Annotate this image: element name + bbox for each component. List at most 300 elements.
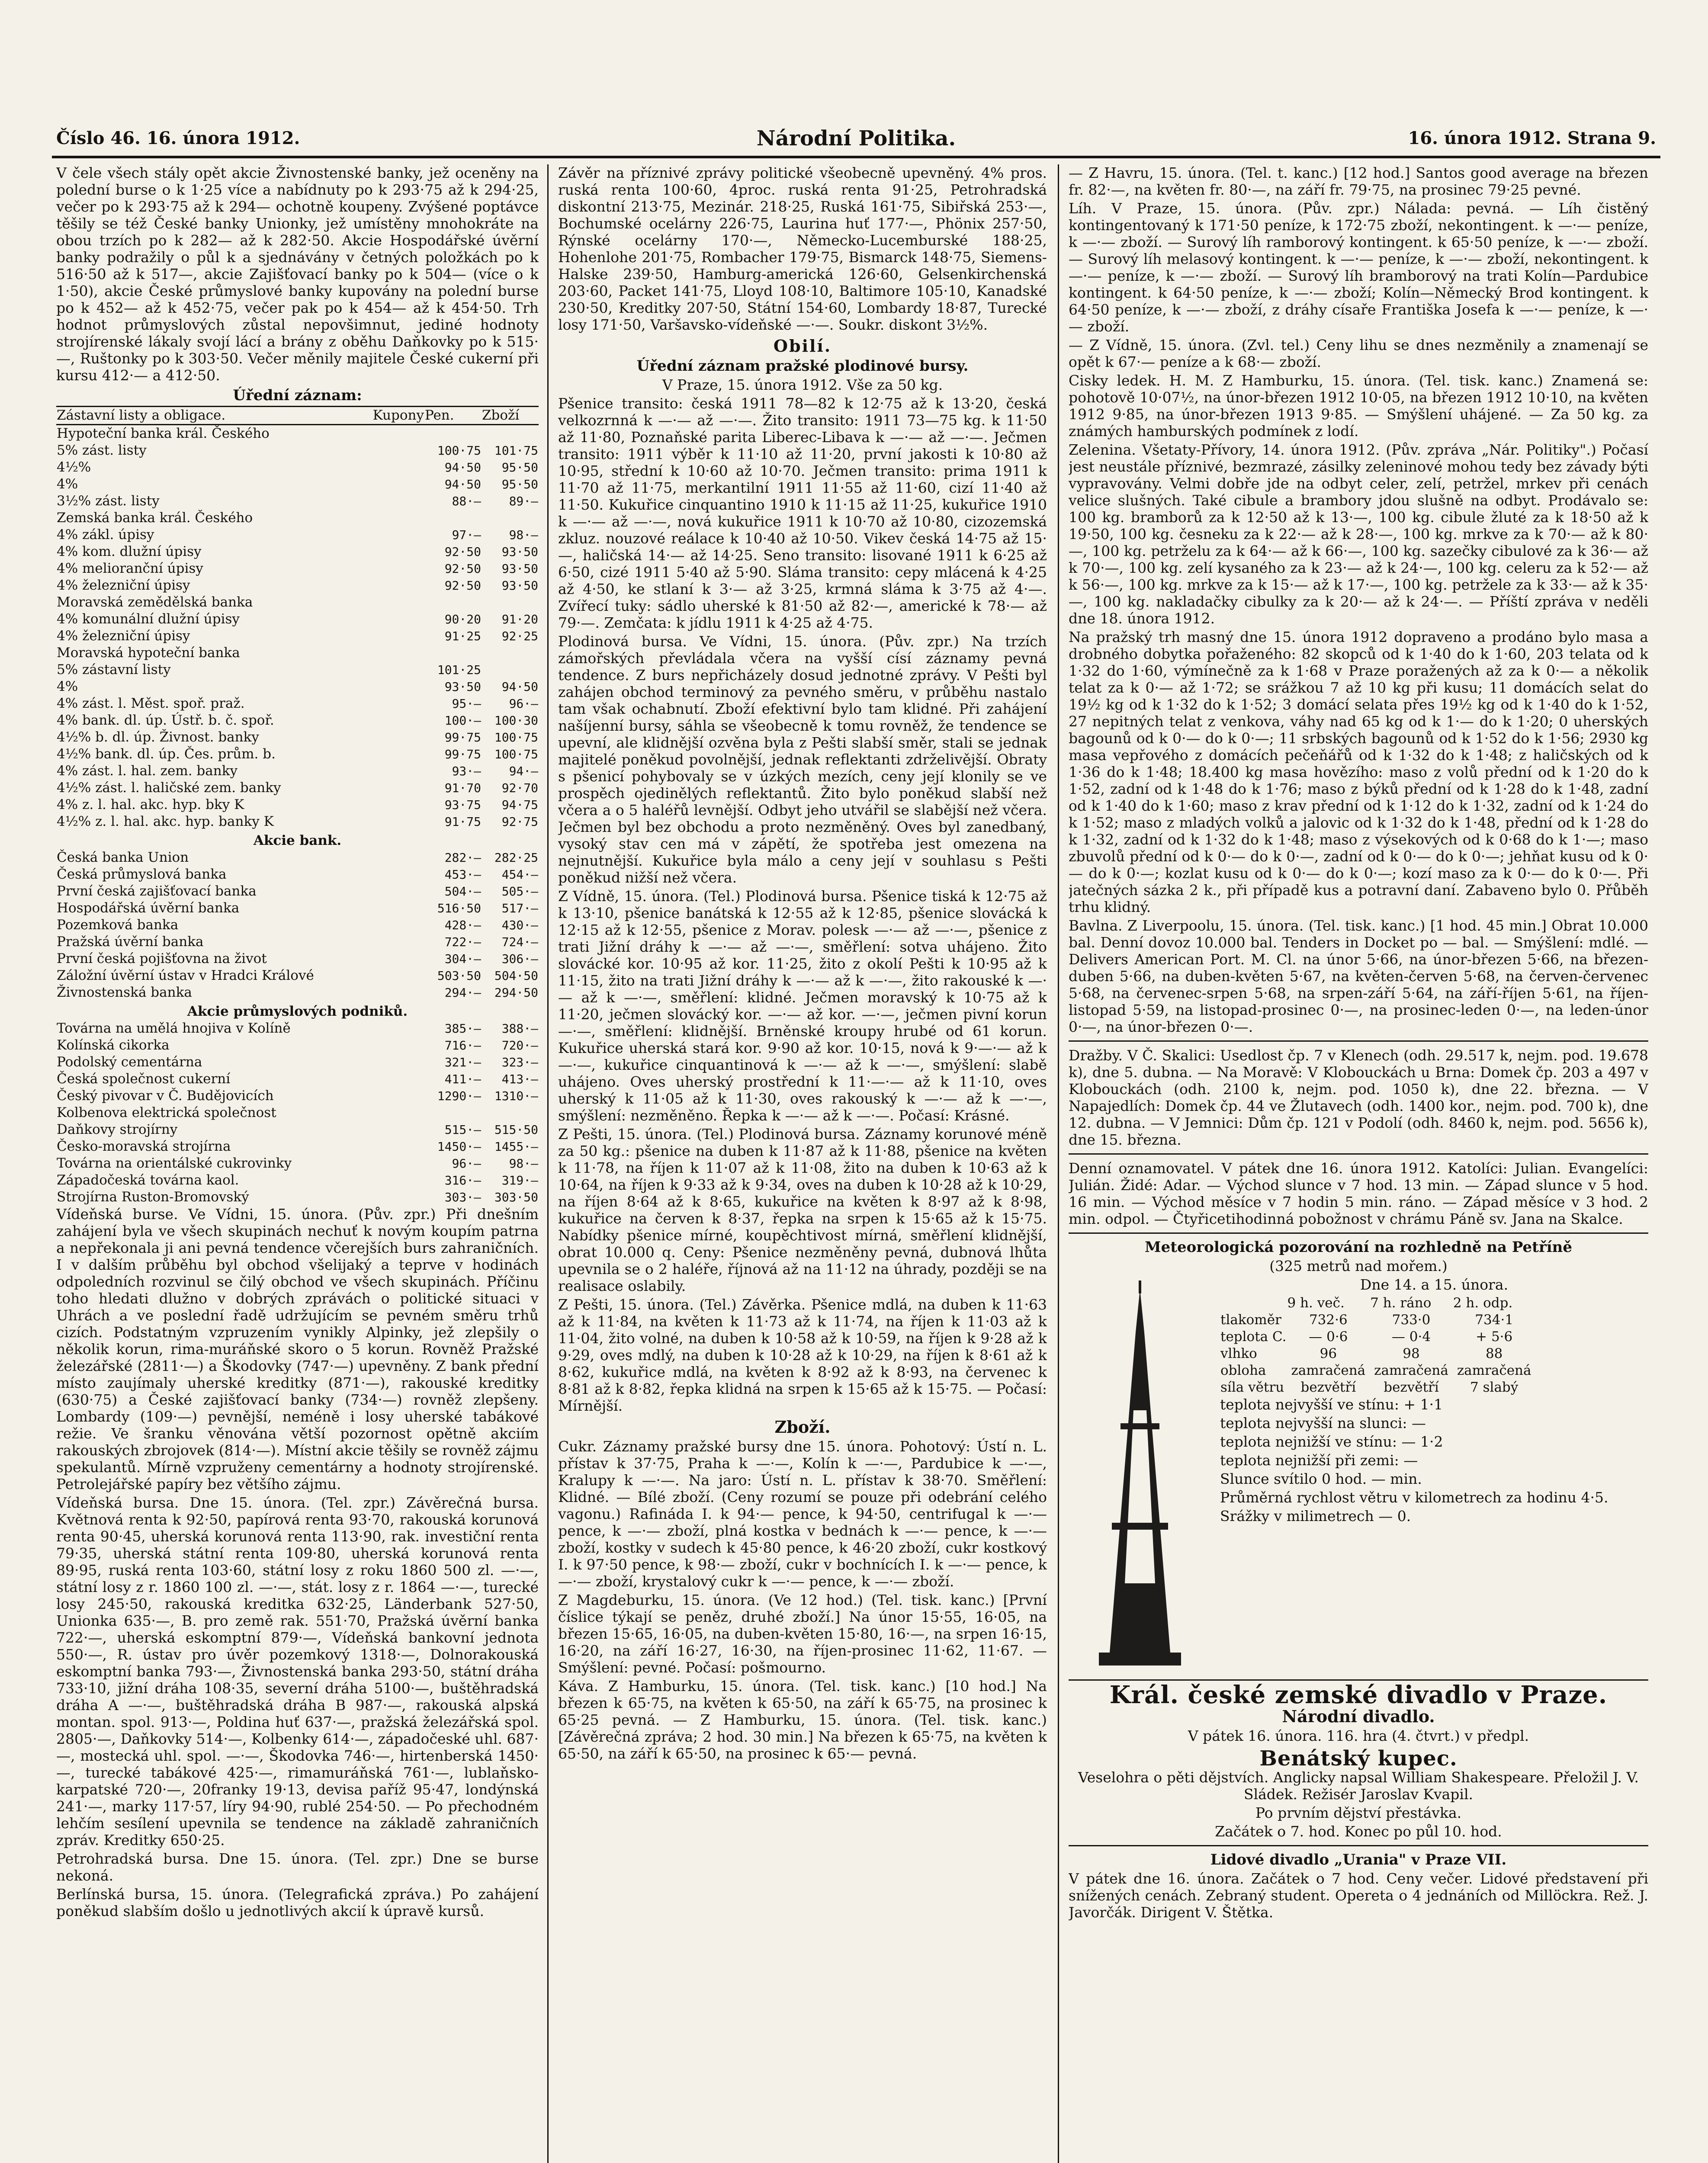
coupon-cell [372,1121,424,1138]
table-row [56,526,539,543]
security-name: 3½% zást. listy [57,493,160,509]
section-heading: Obilí. [773,336,832,356]
meteo-value: zamračená [1374,1363,1448,1378]
table-row [56,1155,539,1172]
article-text: Z Magdeburku, 15. února. (Ve 12 hod.) (Tel. tisk. kanc.) [První číslice týkají se peněz, druhé zboží.] Na únor 15·55, 16·05, na březen 15·65, 16·05, na duben-květen 15·80, 16·—, na srpen 16·15, 16·20, na září 16·27, 16·30, na říjen-prosinec 11·62, 11·67. — Smýšlení: pevné. Počasí: pošmourno. [558,1592,1047,1676]
article-text: — Z Havru, 15. února. (Tel. t. kanc.) [12 hod.] Santos good average na březen fr. 82·—, na květen fr. 80·—, na září fr. 79·75, na prosinec 79·25 pevné. [1069,164,1648,198]
security-name: Pozemková banka [57,917,179,933]
bid-price: 282·— [444,850,481,865]
security-name: Moravská hypoteční banka [57,645,240,661]
security-name: 4% zást. l. Měst. spoř. praž. [57,696,245,711]
header-rule [52,156,1660,158]
table-header: Kupony [372,407,424,425]
meteo-value: zamračená [1457,1363,1531,1378]
ask-price: 515·50 [494,1123,538,1137]
article-text: Petrohradská bursa. Dne 15. února. (Tel. zpr.) Dne se burse nekoná. [56,1850,539,1884]
bid-price: 411·— [444,1072,481,1086]
security-name: 4½% z. l. hal. akc. hyp. banky K [57,814,274,829]
ask-price: 98·— [509,528,538,542]
ask-price: 100·75 [494,730,538,745]
bid-price: 304·— [444,952,481,966]
ask-price: 430·— [501,918,538,932]
security-name: Hospodářská úvěrní banka [57,900,240,916]
table-row [56,594,539,611]
table-header: Zástavní listy a obligace. [56,407,372,425]
table-row [56,917,539,934]
bid-price: 453·— [444,867,481,882]
article-text: Plodinová bursa. Ve Vídni, 15. února. (Pův. zpr.) Na trzích zámořských převládala včera na vyšší císí záznamy pevná tendence. Z burs nepřicházely dosud jednotné zprávy. V Pešti byl zahájen obchod terminový za pevného směru, v průběhu nastalo tam však ochabnutí. Zboží efektivní bylo tam klidné. Při zahájení našíjenní bursy, sáhla se všeobecně k tomu rovněž, že tendence se upevní, ale klidnější ozvěna byla z Pešti slabší směr, stali se jednak majitelé poněkud povolnější, jednak reflektanti zdrželivější. Obraty s pšenicí pohybovaly se v úzkých mezích, ceny její klonily se ve prospěch ojedinělých reflektantů. Žito bylo poněkud slabší než včera a o 5 haléřů levnější. Odbyt jeho utvářil se slabější než včera. Ječmen byl bez obchodu a proto nezměněný. Oves byl zanedbaný, vysoký stav cen má v zápětí, že spotřeba jest omezena na nejnutnější. Kukuřice byla málo a ceny její v souhlasu s Pešti poněkud nižší než včera. [558,633,1047,886]
coupon-cell [372,425,424,443]
ask-price: 91·20 [501,612,538,626]
ask-price: 92·70 [501,781,538,795]
meteo-extra-line: teplota nejvyšší ve stínu: + 1·1 [1220,1396,1443,1413]
ask-price [482,661,539,678]
ask-price [482,594,539,611]
coupon-cell [372,510,424,526]
table-row [56,849,539,866]
table-row [56,1054,539,1071]
meteo-value: 98 [1403,1346,1420,1361]
bid-price: 90·20 [444,612,481,626]
security-name: Kolínská cikorka [57,1037,170,1053]
bid-price: 294·— [444,985,481,1000]
coupon-cell [372,493,424,510]
table-row [56,1189,539,1206]
coupon-cell [372,476,424,493]
meteo-row [1220,1312,1536,1329]
table-row [56,425,539,443]
meteo-extra-line: teplota nejnižší ve stínu: — 1·2 [1220,1433,1443,1450]
meteo-table [1220,1295,1536,1396]
meteo-extra-line: Průměrná rychlost větru v kilometrech za hodinu 4·5. [1220,1489,1608,1506]
bid-price: 93·75 [444,798,481,812]
table-row [56,780,539,796]
meteo-value: 96 [1320,1346,1337,1361]
ask-price: 98·— [509,1156,538,1171]
ask-price: 89·— [509,494,538,508]
meteo-value: 7 slabý [1470,1380,1519,1395]
meteo-col: 7 h. ráno [1370,1295,1432,1311]
security-name: 4% [57,476,78,492]
ask-price: 323·— [501,1055,538,1069]
security-name: Podolský cementárna [57,1054,202,1070]
coupon-cell [372,967,424,984]
theater-title: Král. české zemské divadlo v Praze. [1109,1681,1608,1709]
article-text: Na pražský trh masný dne 15. února 1912 dopraveno a prodáno bylo masa a drobného dobytka pořaženého: 82 skopců od k 1·40 do k 1·60, 203 telata od k 1·32 do 1·60, výmínečně za k 1·68 v Praze poražených až za k 0·— a několik telat za k 0·— až 1·72; se srážkou 7 až 10 kg při kusu; 11 domácích selat do 19½ kg od k 1·32 do k 1·52; 3 domácí selata přes 19½ kg od k 1·40 do k 1·52, 27 nepitných telat z venkova, váhy nad 65 kg od k 1·— do k 1·20; 0 uherských bagounů od k 0·— do k 0·—; 11 srbských bagounů od k 1·52 do k 1·56; 2930 kg masa vepřového z domácích pečeňářů od k 1·32 do k 1·48; z haličských od k 1·36 do k 1·48; 18.400 kg masa hovězího: maso z volů přední od k 1·20 do k 1·52, zadní od k 1·48 do k 1·76; maso z býků přední od k 1·28 do k 1·48, zadní od k 1·40 do k 1·60; maso z krav přední od k 1·12 do k 1·32, zadní od k 1·24 do k 1·52; maso z mladých volků a jalovic od k 1·32 do k 1·48, přední od k 1·28 do k 1·32, zadní od k 1·32 do k 1·48; maso z výsekových od k 0·68 do k 1·—; maso zbuvolů přední od k 0·— do k 0·—, zadní od k 0·— do k 0·—; jehňat kusu od k 0·— do k 0·—; kozlat kusu od k 0·— do k 0·—; kozí maso za k 0·— do k 0·—. Při jatečných sázka 2 k., při případě kus a potravní daní. Zabaveno bylo 0. Přůběh trhu klidný. [1069,629,1648,915]
security-name: Česká společnost cukerní [57,1071,231,1087]
table-row [56,1020,539,1037]
ask-price [482,510,539,526]
bid-price: 385·— [444,1021,481,1036]
article-text: V čele všech stály opět akcie Živnostenské banky, jež oceněny na polední burse o k 1·25 více a nabídnuty po k 293·75 až k 294·25, večer po k 293·75 až k 294— ochotně koupeny. Zvýšené poptávce těšily se též České banky Unionky, jež umístěny mnohokráte na obou trzích po k 282— až k 282·50. Akcie Hospodářské úvěrní banky podražily o půl k a sjednávány v četných položkách po k 516·50 až k 517—, akcie Zajišťovací banky po k 504— (více o k 1·50), akcie České průmyslové banky kupovány na polední burse po k 452— až k 452·75, večer pak po k 454— až k 454·50. Trh hodnot průmyslových zůstal nepovšimnut, jediné hodnoty strojírenské lákaly svojí lácí a brány z oběhu Daňkovky po k 515·—, Ruštonky po k 303·50. Večer měnily majitele České cukerní při kursu 412·— a 412·50. [56,164,539,384]
coupon-cell [372,796,424,813]
bid-price: 99·75 [444,730,481,745]
security-name: 4½% zást. l. haličské zem. banky [57,780,281,796]
security-name: Daňkovy strojírny [57,1122,178,1137]
table-header: Pen. [424,407,482,425]
coupon-cell [372,883,424,900]
table-row [56,1121,539,1138]
ask-price: 93·50 [501,578,538,593]
table-row [56,900,539,917]
table-row [56,883,539,900]
ask-price: 94·50 [501,680,538,694]
section-heading: Akcie průmyslových podniků. [187,1004,408,1019]
article-text: Zelenina. Všetaty-Přívory, 14. února 1912. (Pův. zpráva „Nár. Politiky".) Počasí jest neustále příznivé, bezmrazé, zásilky zeleninové mohou tedy bez závady býti vypravovány. Velmi dobře jde na odbyt celer, zelí, petržel, mrkev při cenách velice slušných. Také cibule a brambory jdou slušně na odbyt. Prodávalo se: 100 kg. bramborů za k 12·50 až k 13·—, 100 kg. cibule žluté za k 18·50 až k 19·50, 100 kg. česneku za k 22·— až k 28·—, 100 kg. mrkve za k 70·— až k 80·—, 100 kg. petrželu za k 64·— až k 66·—, 100 kg. sazečky cibulové za k 36·— až k 70·—, 100 kg. zelí kysaného za k 23·— až k 24·—, 100 kg. celeru za k 52·— až k 56·—, 100 kg. mrkve za k 15·— až k 17·—, 100 kg. petržele za k 33·— až k 35·—, 100 kg. nakladačky cibulky za k 20·— až k 24·—. — Příští zpráva v neděli dne 18. února 1912. [1069,441,1648,627]
table-row [56,442,539,459]
coupon-cell [372,1138,424,1155]
security-name: 4% zákl. úpisy [57,527,154,542]
bid-price: 91·75 [444,815,481,829]
table-row [56,1071,539,1088]
bid-price [424,425,482,443]
table-row [56,1088,539,1104]
table-row [56,678,539,695]
meteo-value: bezvětří [1384,1380,1439,1395]
security-name: Živnostenská banka [57,985,192,1000]
meteo-row [1220,1362,1536,1379]
bid-price: 428·— [444,918,481,932]
coupon-cell [372,543,424,560]
meteo-row [1220,1379,1536,1396]
meteo-extra-line: Srážky v milimetrech — 0. [1220,1508,1411,1524]
security-name: První česká pojišťovna na život [57,951,267,966]
coupon-cell [372,661,424,678]
play-title: Benátský kupec. [1259,1746,1458,1771]
coupon-cell [372,560,424,577]
coupon-cell [372,712,424,729]
meteo-extra-line: Slunce svítilo 0 hod. — min. [1220,1470,1422,1487]
coupon-cell [372,1054,424,1071]
meteo-value: bezvětří [1300,1380,1356,1395]
table-row [56,763,539,780]
bid-price: 88·— [452,494,481,508]
coupon-cell [372,459,424,476]
coupon-cell [372,594,424,611]
coupon-cell [372,917,424,934]
meteo-col: 9 h. več. [1287,1295,1345,1311]
petrin-tower-illustration [1069,1280,1211,1670]
table-header: Zboží [482,407,539,425]
security-name: Česká banka Union [57,850,189,865]
table-row [56,1037,539,1054]
meteo-label: síla větru [1220,1380,1284,1395]
security-name: 4% bank. dl. úp. Ústř. b. č. spoř. [57,712,274,728]
security-name: První česká zajišťovací banka [57,883,257,899]
article-text: Denní oznamovatel. V pátek dne 16. února 1912. Katolíci: Julian. Evangelíci: Julián. Židé: Adar. — Východ slunce v 7 hod. 13 min. — Západ slunce v 5 hod. 16 min. — Východ měsíce v 7 hodin 5 min. ráno. — Západ měsíce v 3 hod. 2 min. odpol. — Čtyřicetihodinná pobožnost v chrámu Páně sv. Jana na Skalce. [1069,1160,1648,1227]
section-heading: Úřední záznam pražské plodinové bursy. [636,357,969,375]
divider [1069,1040,1648,1042]
theater-subtitle: Národní divadlo. [1282,1707,1435,1726]
coupon-cell [372,1088,424,1104]
meteo-label: vlhko [1220,1346,1257,1361]
table-row [56,695,539,712]
bid-price: 515·— [444,1123,481,1137]
bid-price: 92·50 [444,545,481,559]
table-row [56,510,539,526]
meteo-extra-line: teplota nejvyšší na slunci: — [1220,1415,1426,1431]
ask-price: 94·— [509,764,538,778]
ask-price: 720·— [501,1038,538,1053]
column-1 [56,164,539,2163]
coupon-cell [372,813,424,830]
article-text: Cisky ledek. H. M. Z Hamburku, 15. února. (Tel. tisk. kanc.) Znamená se: pohotově 10·07½, na únor-březen 1912 10·05, na březen 1912 10·10, na květen 1912 9·85, na únor-březen 1913 9·85. — Smýšlení uhájené. — Za 50 kg. za známých hamburských podmínek z lodí. [1069,372,1648,440]
ask-price: 1455·— [494,1139,538,1154]
table-row [56,950,539,967]
meteo-extra-line: teplota nejnižší při zemi: — [1220,1452,1418,1469]
bid-price: 94·50 [444,477,481,491]
ask-price: 92·25 [501,629,538,643]
article-text: Vídeňská burse. Ve Vídni, 15. února. (Pův. zpr.) Při dnešním zahájení byla ve všech skupinách nechuť k novým koupím patrna a nepřekonala ji ani pevná tendence včerejších burs zahraničních. I v dalším průběhu byl obchod všelijaký a teprve v hodinách odpoledních rozvinul se čilý obchod ve všech skupinách. Příčinu toho hledati dlužno v dobrých zprávách o politické situaci v Uhrách a ve poslední řadě udržujícím se pevném směru trhů cizích. Podstatným vzpruzením vynikly Alpinky, jež zlepšily o několik korun, rima-muráňské skoro o 5 korun. Rovněž Pražské železářské (2811·—) a Škodovky (747·—) upevněny. Z bank přední místo zaujímaly uherské kreditky (871·—), rakouské kreditky (630·75) a České zajišťovací banky (734·—) rovněž zlepšeny. Lombardy (109·—) pevnější, neméně i losy uherské tabákové režie. Ve šranku věnována větší pozornost opětně akciím rakouských zbrojovek (814·—). Místní akcie těšily se rovněž zájmu spekulantů. Mírně vzpruženy cementárny a hodnoty strojírenské. Petrolejářské papíry bez většího zájmu. [56,1206,539,1492]
bid-price: 503·50 [437,969,481,983]
ask-price: 100·75 [494,747,538,761]
table-row [56,560,539,577]
bid-price: 316·— [444,1173,481,1187]
section-heading: Zboží. [774,1417,831,1437]
ask-price: 92·75 [501,815,538,829]
table-row [56,746,539,763]
meteo-label: obloha [1220,1363,1266,1378]
meteo-value: + 5·6 [1476,1329,1513,1345]
coupon-cell [372,678,424,695]
table-row [56,543,539,560]
meteo-col: 2 h. odp. [1453,1295,1513,1311]
coupon-cell [372,645,424,661]
meteo-value: — 0·4 [1391,1329,1431,1345]
bid-price: 95·— [452,696,481,711]
coupon-cell [372,900,424,917]
article-text: Pšenice transito: česká 1911 78—82 k 12·75 až k 13·20, česká velkozrnná k —·— až —·—. Žito transito: 1911 73—75 kg. k 11·50 až 11·80, Poznaňské parita Liberec-Libava k —·— až —·—. Ječmen transito: 1911 výběr k 11·10 až 11·20, první jakosti k 10·80 až 10·95, střední k 10·60 až 10·70. Ječmen transito: prima 1911 k 11·70 až 11·75, merkantilní 1911 11·55 až 11·60, cizí 11·40 až 11·50. Kukuřice cinquantino 1910 k 11·15 až 11·25, kukuřice 1910 k —·— až —·—, nová kukuřice 1911 k 10·70 až 10·80, cizozemská zkluz. nouzové reálace k 10·40 až 10·50. Vikev česká 14·75 až 15·—, haličská 14·— až 14·25. Seno transito: lisované 1911 k 6·25 až 6·50, cizé 1911 5·40 až 5·90. Sláma transito: cepy mlácená k 4·25 až 4·50, ke stlaní k 3·— až 3·25, krmná sláma k 3·75 až 4·—. Zvířecí tuky: sádlo uherské k 81·50 až 82·—, americké k 78·— až 79·—. Zemčata: k jídlu 1911 k 4·25 až 4·75. [558,395,1047,631]
play-time: Začátek o 7. hod. Konec po půl 10. hod. [1215,1823,1502,1840]
security-name: 5% zást. listy [57,443,147,458]
bid-price: 321·— [444,1055,481,1069]
stock-table [56,406,539,1206]
coupon-cell [372,984,424,1001]
table-row [56,729,539,746]
column-divider [547,164,549,2163]
meteo-row [1220,1329,1536,1345]
coupon-cell [372,746,424,763]
bid-price: 97·— [452,528,481,542]
security-name: Česká průmyslová banka [57,866,227,882]
bid-price: 303·— [444,1190,481,1204]
table-row [56,967,539,984]
coupon-cell [372,577,424,594]
article-text: V pátek dne 16. února. Začátek o 7 hod. Ceny večer. Lidové představení při snížených cenách. Zebraný student. Opereta o 4 jednáních od Millöckra. Rež. J. Javorčák. Dirigent V. Štětka. [1069,1870,1648,1921]
meteo-value: 88 [1485,1346,1503,1361]
coupon-cell [372,695,424,712]
table-row [56,577,539,594]
bid-price: 516·50 [437,901,481,915]
ask-price: 101·75 [494,443,538,458]
article-text: — Z Vídně, 15. února. (Zvl. tel.) Ceny lihu se dnes nezměnily a znamenají se opět k 67·— peníze a k 68·— zboží. [1069,337,1648,370]
bid-price: 91·25 [444,629,481,643]
ask-price: 517·— [501,901,538,915]
ask-price: 96·— [509,696,538,711]
coupon-cell [372,934,424,950]
security-name: 4% [57,679,78,694]
coupon-cell [372,1020,424,1037]
security-name: Pražská úvěrní banka [57,934,204,950]
table-title: Úřední záznam: [233,387,362,404]
ask-price: 294·50 [494,985,538,1000]
meteo-title: Meteorologická pozorování na rozhledně na Petříně [1144,1239,1573,1256]
coupon-cell [372,628,424,645]
article-text: Z Pešti, 15. února. (Tel.) Plodinová bursa. Záznamy korunové méně za 50 kg.: pšenice na duben k 11·87 až k 11·88, pšenice na květen k 11·78, na říjen k 11·07 až k 11·08, žito na duben k 10·63 až k 10·64, na říjen k 9·33 až k 9·34, oves na duben k 10·28 až k 10·29, na říjen 8·64 až k 8·65, kukuřice na květen k 8·97 až k 8·98, kukuřice na červen k 8·37, řepka na srpen k 15·65 až k 15·75. Nabídky pšenice mírné, koupěchtivost mírná, směřlení klidnější, obrat 10.000 q. Ceny: Pšenice nezměněny pevná, dubnová lhůta upevnila se o 2 haléře, říjnová až na 11·12 na úhrady, později se na realisace oslabily. [558,1126,1047,1294]
meteo-block [1069,1276,1648,1674]
table-row [56,476,539,493]
security-name: 4½% bank. dl. úp. Čes. prům. b. [57,746,276,762]
meteo-label: teplota C. [1220,1329,1287,1345]
coupon-cell [372,763,424,780]
ask-price: 388·— [501,1021,538,1036]
coupon-cell [372,1071,424,1088]
ask-price: 100·30 [494,713,538,728]
security-name: 4% zást. l. hal. zem. banky [57,763,238,779]
coupon-cell [372,950,424,967]
ask-price: 282·25 [494,850,538,865]
play-description: Veselohra o pěti dějstvích. Anglicky napsal William Shakespeare. Přeložil J. V. Sládek. Režisér Jaroslav Kvapil. [1078,1769,1639,1803]
article-text: Káva. Z Hamburku, 15. února. (Tel. tisk. kanc.) [10 hod.] Na březen k 65·75, na květen k 65·50, na září k 65·75, na prosinec k 65·25 pevná. — Z Hamburku, 15. února. (Tel. tisk. kanc.) [Závěrečná zpráva; 2 hod. 30 min.] Na březen k 65·75, na květen k 65·50, na září k 65·50, na prosinec k 65·— pevná. [558,1678,1047,1762]
coupon-cell [372,442,424,459]
meteo-label: tlakoměr [1220,1312,1281,1328]
meteo-subtitle: (325 metrů nad mořem.) [1269,1258,1448,1274]
meteo-value: 733·0 [1392,1312,1431,1328]
theater-date: V pátek 16. února. 116. hra (4. čtvrt.) v předpl. [1188,1727,1529,1744]
bid-price: 93·50 [444,680,481,694]
article-text: Závěr na příznivé zprávy politické všeobecně upevněný. 4% pros. ruská renta 100·60, 4proc. ruská renta 91·25, Petrohradská diskontní 213·75, Mezinár. 218·25, Ruská 161·75, Sibiřská 253·—, Bochumské ocelárny 226·75, Laurina huť 177·—, Phönix 257·50, Rýnské ocelárny 170·—, Německo-Lucemburské 188·25, Hohenlohe 201·75, Rombacher 179·75, Bismarck 148·75, Siemens-Halske 239·50, Hamburg-americká 126·60, Gelsenkirchenská 203·60, Packet 141·75, Lloyd 108·10, Baltimore 105·10, Kanadské 230·50, Kreditky 207·50, Státní 154·60, Lombardy 18·87, Turecké losy 171·50, Varšavsko-vídeňské —·—. Soukr. diskont 3½%. [558,164,1047,333]
section-heading: Akcie bank. [253,833,342,848]
security-name: 4% kom. dlužní úpisy [57,544,202,559]
table-row [56,645,539,661]
coupon-cell [372,611,424,628]
article-text: Dražby. V Č. Skalici: Usedlost čp. 7 v Klenech (odh. 29.517 k, nejm. pod. 19.678 k), dne 5. dubna. — Na Moravě: V Klobouckách u Brna: Domek čp. 203 a 497 v Klobouckách (odh. 2100 k, nejm. pod. 1050 k), dne 22. března. — V Napajedlích: Domek čp. 44 ve Žlutavech (odh. 1400 kor., nejm. pod. 700 k), dne 12. dubna. — V Jemnici: Dům čp. 121 v Podolí (odh. 8460 k, nejm. pod. 5656 k), dne 15. března. [1069,1047,1648,1148]
table-row [56,611,539,628]
page-header [56,125,1656,156]
bid-price [424,645,482,661]
bid-price: 93·— [452,764,481,778]
article-text: Z Vídně, 15. února. (Tel.) Plodinová bursa. Pšenice tiská k 12·75 až k 13·10, pšenice banátská k 12·55 až k 12·85, pšenice slovácká k 12·15 až k 12·55, pšenice z Morav. polesk —·— až —·—, pšenice z trati Jižní dráhy k —·— až —·—, směřlení: sotva uhájeno. Žito slovácké kor. 10·95 až kor. 11·25, žito z okolí Pešti k 10·95 až k 11·15, žito na trati Jižní dráhy k —·— až k —·—, žito rakouské k —·— až k —·—, směřlení: klidné. Ječmen moravský k 10·75 až k 11·20, ječmen slovácký kor. —·— až kor. —·—, ječmen pivní korun —·—, směřlení: klidnější. Brněnské kroupy hrubé od 61 korun. Kukuřice uherská stará kor. 9·90 až kor. 10·15, nová k 9·—·— až k —·—, kukuřice cinquantinová k —·— až k —·—, smýšlení: slabě uhájeno. Oves uherský prostřední k 11·—·— až k 11·10, oves uherský k 11·05 až k 11·30, oves rakouský k —·— až k —·—, smýšlení: nezměněno. Řepka k —·— až k —·—. Počasí: Krásné. [558,888,1047,1124]
column-divider [1058,164,1059,2163]
date-page: 16. února 1912. Strana 9. [1408,128,1656,148]
meteo-value: 732·6 [1309,1312,1348,1328]
ask-price: 303·50 [494,1190,538,1204]
play-note: Po prvním dějství přestávka. [1255,1804,1462,1821]
ask-price: 505·— [501,884,538,899]
bid-price [424,594,482,611]
ask-price: 319·— [501,1173,538,1187]
meteo-days: Dne 14. a 15. února. [1360,1276,1509,1293]
divider [1069,1845,1648,1846]
table-row [56,712,539,729]
meteo-row [1220,1345,1536,1362]
ask-price: 95·50 [501,477,538,491]
ask-price: 95·50 [501,460,538,475]
coupon-cell [372,780,424,796]
article-text: Berlínská bursa, 15. února. (Telegrafická zpráva.) Po zahájení poněkud slabším došlo u jednotlivých akcií k úpravě kursů. [56,1886,539,1919]
coupon-cell [372,729,424,746]
ask-price [482,425,539,443]
security-name: 5% zástavní listy [57,662,171,677]
urania-title: Lidové divadlo „Urania" v Praze VII. [1210,1851,1507,1868]
ask-price: 93·50 [501,562,538,576]
coupon-cell [372,1037,424,1054]
bid-price: 94·50 [444,460,481,475]
article-text: Líh. V Praze, 15. února. (Pův. zpr.) Nálada: pevná. — Líh čistěný kontingentovaný k 171·50 peníze, k 172·75 zboží, nekontingent. k —·— peníze, k —·— zboží. — Surový líh ramborový kontingent. k 65·50 peníze, k —·— zboží. — Surový líh melasový kontingent. k —·— peníze, k —·— zboží, nekontingent. k —·— peníze, k —·— zboží. — Surový líh bramborový na trati Kolín—Pardubice kontingent. k 64·50 peníze, k —·— zboží; Kolín—Německý Brod kontingent. k 64·50 peníze, k —·— zboží, z dráhy císaře Františka Josefa k —·— peníze, k —·— zboží. [1069,200,1648,335]
security-name: Moravská zemědělská banka [57,594,253,610]
article-text: Bavlna. Z Liverpoolu, 15. února. (Tel. tisk. kanc.) [1 hod. 45 min.] Obrat 10.000 bal. Denní dovoz 10.000 bal. Tenders in Docket po — bal. — Smýšlení: mdlé. — Delivers American Port. M. Cl. na únor 5·66, na únor-březen 5·66, na březen-duben 5·66, na duben-květen 5·67, na květen-červen 5·68, na červen-červenec 5·68, na červenec-srpen 5·68, na srpen-září 5·64, na září-říjen 5·61, na říjen-listopad 5·59, na listopad-prosinec 0·—, na prosinec-leden 0·—, na leden-únor 0·—, na únor-březen 0·—. [1069,917,1648,1035]
security-name: 4½% b. dl. úp. Živnost. banky [57,729,259,745]
table-row [56,1104,539,1121]
masthead-title: Národní Politika. [756,126,956,151]
table-row [56,984,539,1001]
table-row [56,796,539,813]
security-name: Hypoteční banka král. Českého [57,426,270,441]
security-name: 4½% [57,459,91,475]
table-row [56,493,539,510]
coupon-cell [372,866,424,883]
bid-price: 92·50 [444,562,481,576]
divider [1069,1232,1648,1234]
table-row [56,661,539,678]
security-name: Továrna na orientálské cukrovinky [57,1155,292,1171]
meteo-value: 734·1 [1475,1312,1514,1328]
meteo-value: — 0·6 [1309,1329,1348,1345]
bid-price: 716·— [444,1038,481,1053]
column-3 [1069,164,1648,2163]
bid-price: 1290·— [437,1089,481,1103]
security-name: Západočeská továrna kaol. [57,1172,239,1188]
article-text: Vídeňská bursa. Dne 15. února. (Tel. zpr.) Závěrečná bursa. Květnová renta k 92·50, papírová renta 93·70, rakouská korunová renta 90·45, uherská korunová renta 113·90, rak. investiční renta 79·35, uherská státní renta 109·80, uherská korunová renta 89·95, ruská renta 103·60, státní losy z roku 1860 500 zl. —·—, státní losy z r. 1860 100 zl. —·—, stát. losy z r. 1864 —·—, turecké losy 245·50, rakouská kreditka 632·25, Länderbank 527·50, Unionka 635·—, B. pro země rak. 551·70, Pražská úvěrní banka 722·—, uherská eskomptní 879·—, Vídeňská bankovní jednota 550·—, R. ústav pro úvěr pozemkový 1318·—, Dolnorakouská eskomptní banka 793·—, Živnostenská banka 293·50, státní dráha 733·10, jižní dráha 108·35, severní dráha 5100·—, buštěhradská dráha A —·—, buštěhradská dráha B 987·—, rakouská alpská montan. spol. 913·—, Poldina huť 637·—, pražská železářská spol. 2805·—, Daňkovky 514·—, Kolbenky 614·—, západočeské uhl. 687·—, mostecká uhl. spol. —·—, Škodovka 746·—, hirtenberská 1450·—, turecké tabákové 425·—, rimamuráňská 761·—, lublaňsko-karpatské 720·—, 20franky 19·13, devisa paříž 95·47, londýnská 241·—, marky 117·57, líry 94·90, rublé 254·50. — Po přechodném lehčím sesílení upevnila se tendence na základě zahraničních zpráv. Kreditky 650·25. [56,1494,539,1848]
security-name: Kolbenova elektrická společnost [57,1105,276,1120]
security-name: Zemská banka král. Českého [57,510,253,526]
ask-price: 454·— [501,867,538,882]
bid-price: 722·— [444,935,481,949]
security-name: 4% z. l. hal. akc. hyp. bky K [57,797,244,812]
security-name: 4% komunální dlužní úpisy [57,611,240,627]
coupon-cell [372,1104,424,1121]
bid-price: 1450·— [437,1139,481,1154]
column-2 [558,164,1047,2163]
security-name: Český pivovar v Č. Budějovicích [57,1088,274,1104]
security-name: Strojírna Ruston-Bromovský [57,1189,249,1205]
ask-price [482,1104,539,1121]
bid-price: 92·50 [444,578,481,593]
ask-price: 724·— [501,935,538,949]
ask-price: 93·50 [501,545,538,559]
table-row [56,459,539,476]
security-name: Záložní úvěrní ústav v Hradci Králové [57,968,314,983]
ask-price: 94·75 [501,798,538,812]
ask-price [482,645,539,661]
security-name: 4% železniční úpisy [57,578,190,593]
bid-price: 96·— [452,1156,481,1171]
article-text: Z Pešti, 15. února. (Tel.) Závěrka. Pšenice mdlá, na duben k 11·63 až k 11·84, na květen k 11·73 až k 11·74, na říjen k 11·03 až k 11·04, žito volné, na duben k 10·58 až k 10·59, na říjen k 9·28 až k 9·29, oves mdlý, na duben k 10·28 až k 10·29, na říjen k 8·61 až k 8·62, kukuřice mdlá, na květen k 8·92 až k 8·93, na červenec k 8·81 až k 8·82, řepka klidná na srpen k 15·65 až k 15·75. — Počasí: Mírnější. [558,1296,1047,1414]
table-row [56,628,539,645]
bid-price: 91·70 [444,781,481,795]
security-name: Česko-moravská strojírna [57,1139,231,1154]
coupon-cell [372,1172,424,1189]
security-name: 4% železniční úpisy [57,628,190,644]
ask-price: 1310·— [494,1089,538,1103]
bid-price [424,1104,482,1121]
bid-price: 100·— [444,713,481,728]
article-text: V Praze, 15. února 1912. Vše za 50 kg. [662,376,943,393]
ask-price: 504·50 [494,969,538,983]
table-row [56,1172,539,1189]
table-row [56,934,539,950]
divider [1069,1153,1648,1155]
